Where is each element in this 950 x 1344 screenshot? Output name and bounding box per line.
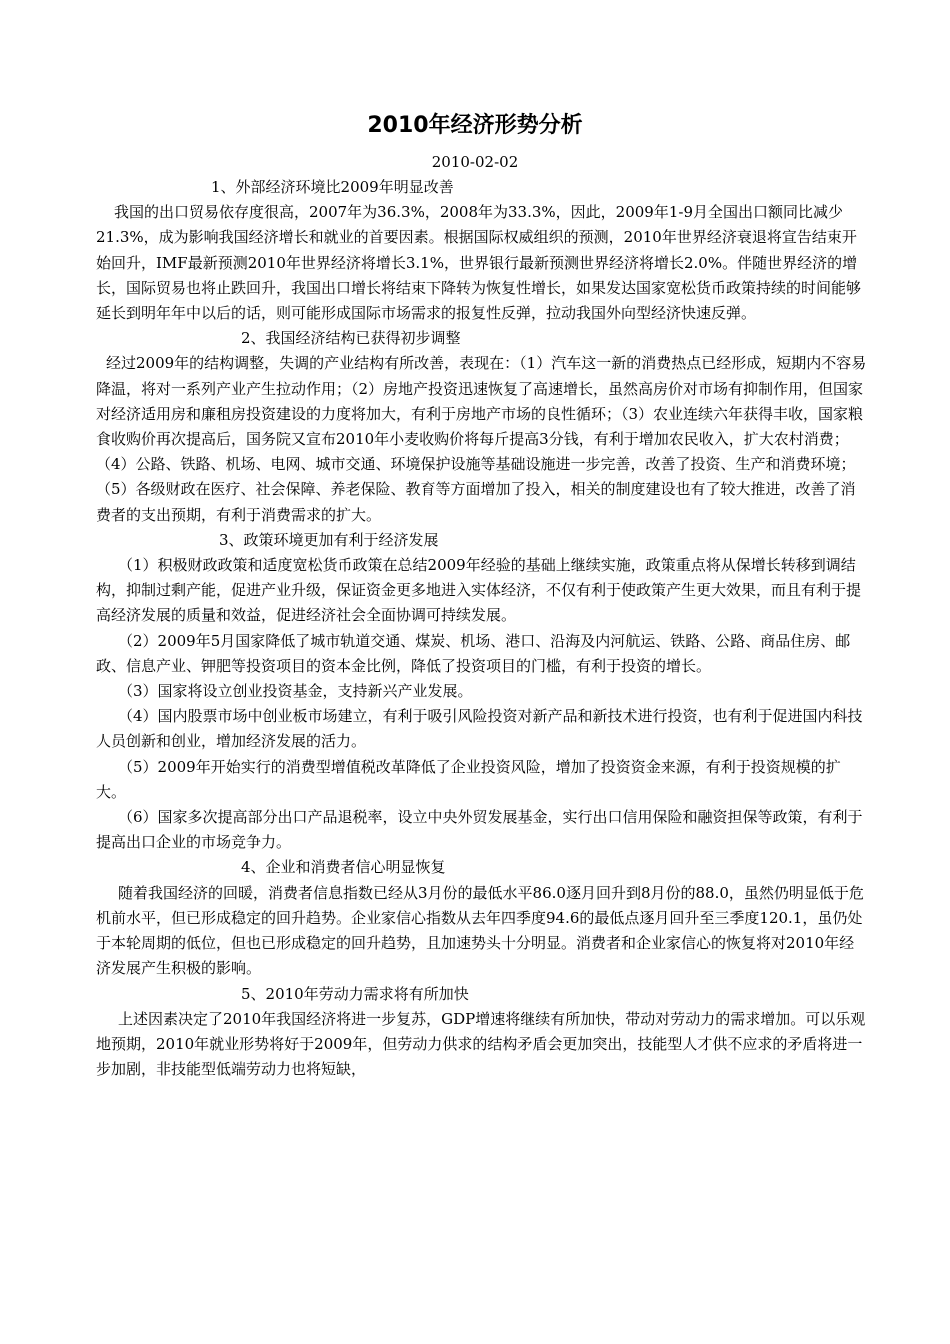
document-title: 2010年经济形势分析 bbox=[367, 113, 583, 138]
paragraph: （6）国家多次提高部分出口产品退税率，设立中央外贸发展基金，实行出口信用保险和融资担保等政策，有利于提高出口企业的市场竞争力。 bbox=[96, 808, 863, 852]
paragraph: 我国的出口贸易依存度很高，2007年为36.3%，2008年为33.3%，因此，2009年1-9月全国出口额同比减少21.3%，成为影响我国经济增长和就业的首要因素。根据国际权威组织的预测，2010年世界经济衰退将宣告结束开始回升，IMF最新预测2010年世界经济将增长3.1%，世界银行最新预测世界经济将增长2.0%。伴随世界经济的增长，国际贸易也将止跌回升，我国出口增长将结束下降转为恢复性增长，如果发达国家宽松货币政策持续的时间能够延长到明年年中以后的话，则可能形成国际市场需求的报复性反弹，拉动我国外向型经济快速反弹。 bbox=[96, 203, 862, 323]
section-heading-5: 5、2010年劳动力需求将有所加快 bbox=[241, 984, 469, 1003]
section-heading-4: 4、企业和消费者信心明显恢复 bbox=[241, 858, 446, 877]
paragraph: 上述因素决定了2010年我国经济将进一步复苏，GDP增速将继续有所加快，带动对劳动力的需求增加。可以乐观地预期，2010年就业形势将好于2009年，但劳动力供求的结构矛盾会更加突出，技能型人才供不应求的矛盾将进一步加剧，非技能型低端劳动力也将短缺， bbox=[96, 1009, 866, 1079]
paragraph: （1）积极财政政策和适度宽松货币政策在总结2009年经验的基础上继续实施，政策重点将从保增长转移到调结构，抑制过剩产能，促进产业升级，保证资金更多地进入实体经济，不仅有利于使政策产生更大效果，而且有利于提高经济发展的质量和效益，促进经济社会全面协调可持续发展。 bbox=[96, 556, 862, 625]
section-heading-3: 3、政策环境更加有利于经济发展 bbox=[219, 530, 439, 549]
document-date: 2010-02-02 bbox=[431, 153, 519, 171]
paragraph: （5）2009年开始实行的消费型增值税改革降低了企业投资风险，增加了投资资金来源，有利于投资规模的扩大。 bbox=[96, 757, 841, 801]
paragraph: （3）国家将设立创业投资基金，支持新兴产业发展。 bbox=[118, 682, 473, 701]
paragraph: （2）2009年5月国家降低了城市轨道交通、煤炭、机场、港口、沿海及内河航运、铁路、公路、商品住房、邮政、信息产业、钾肥等投资项目的资本金比例，降低了投资项目的门槛，有利于投资的增长。 bbox=[96, 631, 851, 675]
section-heading-1: 1、外部经济环境比2009年明显改善 bbox=[211, 178, 454, 196]
paragraph: 经过2009年的结构调整，失调的产业结构有所改善，表现在：（1）汽车这一新的消费热点已经形成，短期内不容易降温，将对一系列产业产生拉动作用；（2）房地产投资迅速恢复了高速增长，虽然高房价对市场有抑制作用，但国家对经济适用房和廉租房投资建设的力度将加大，有利于房地产市场的良性循环；（3）农业连续六年获得丰收，国家粮食收购价再次提高后，国务院又宣布2010年小麦收购价将每斤提高3分钱，有利于增加农民收入，扩大农村消费；（4）公路、铁路、机场、电网、城市交通、环境保护设施等基础设施进一步完善，改善了投资、生产和消费环境；（5）各级财政在医疗、社会保障、养老保险、教育等方面增加了投入，相关的制度建设也有了较大推进，改善了消费者的支出预期，有利于消费需求的扩大。 bbox=[96, 354, 867, 524]
document-body bbox=[96, 175, 868, 1082]
paragraph: 随着我国经济的回暖，消费者信息指数已经从3月份的最低水平86.0逐月回升到8月份的88.0，虽然仍明显低于危机前水平，但已形成稳定的回升趋势。企业家信心指数从去年四季度94.6的最低点逐月回升至三季度120.1，虽仍处于本轮周期的低位，但也已形成稳定的回升趋势，且加速势头十分明显。消费者和企业家信心的恢复将对2010年经济发展产生积极的影响。 bbox=[96, 883, 864, 978]
paragraph: （4）国内股票市场中创业板市场建立，有利于吸引风险投资对新产品和新技术进行投资，也有利于促进国内科技人员创新和创业，增加经济发展的活力。 bbox=[96, 707, 863, 751]
section-heading-2: 2、我国经济结构已获得初步调整 bbox=[241, 329, 461, 348]
